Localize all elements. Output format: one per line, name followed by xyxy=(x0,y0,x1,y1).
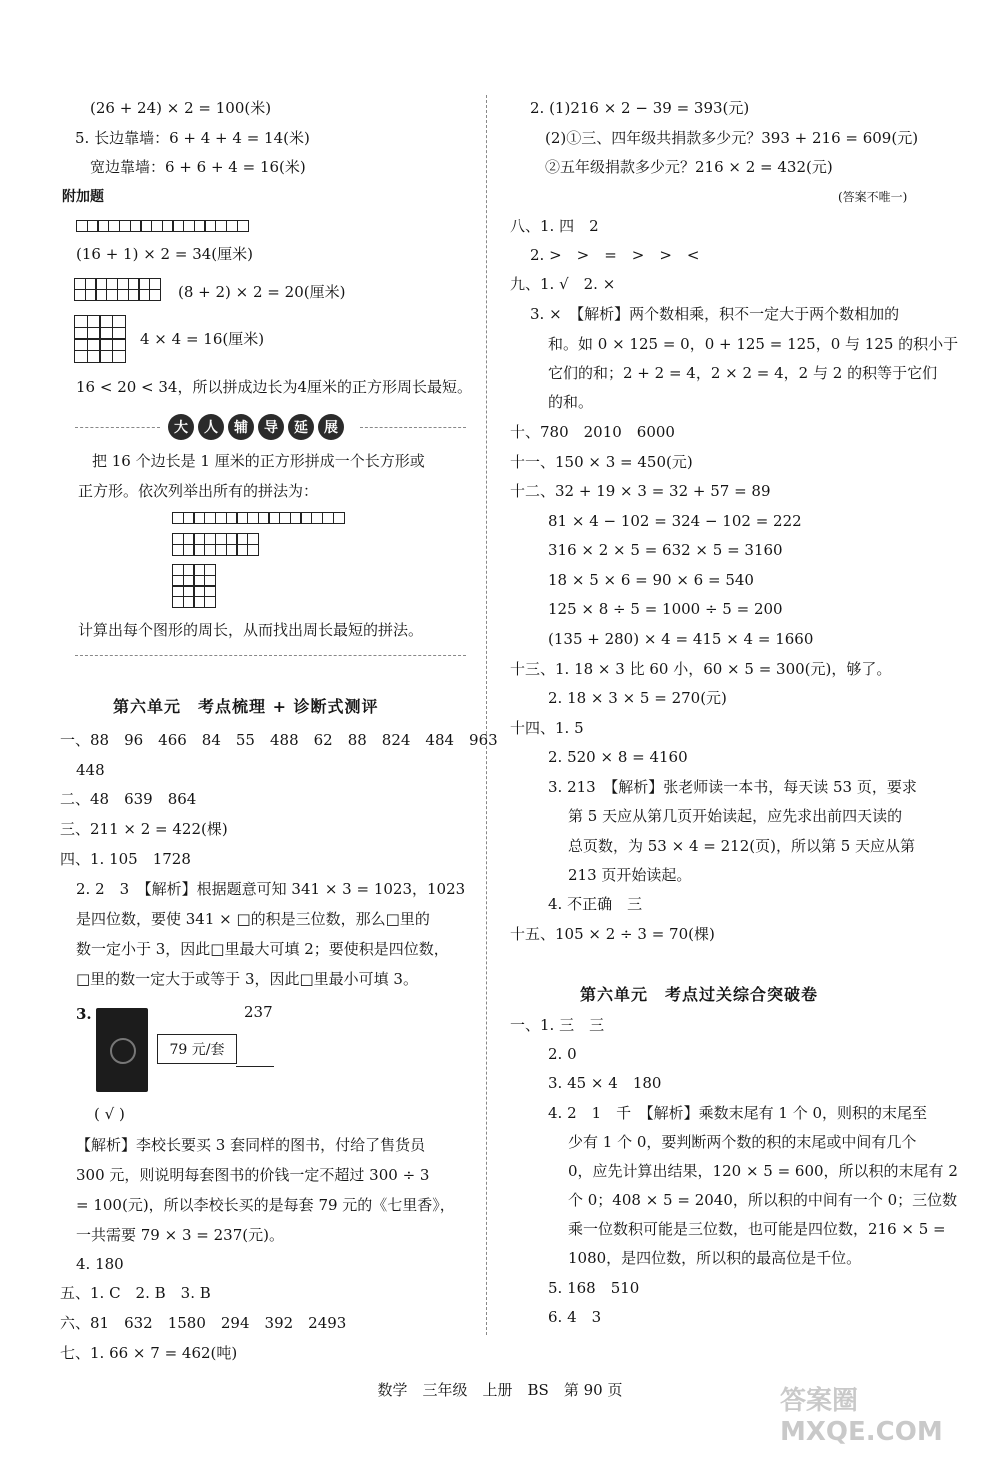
answer-line: 十三、1. 18 × 3 比 60 小，60 × 5 = 300(元)，够了。 xyxy=(510,660,892,678)
answer-line: (135 + 280) × 4 = 415 × 4 = 1660 xyxy=(548,630,814,648)
answer-line: 十、780 2010 6000 xyxy=(510,423,675,441)
banner-char: 导 xyxy=(258,414,284,440)
answer-line: 乘一位数积可能是三位数，也可能是四位数，216 × 5 = xyxy=(568,1220,946,1238)
answer-line: 6. 4 3 xyxy=(548,1308,602,1326)
banner-char: 辅 xyxy=(228,414,254,440)
section-title: 第六单元 考点梳理 + 诊断式测评 xyxy=(113,697,379,716)
answer-line: 3. × 【解析】两个数相乘，积不一定大于两个数相加的 xyxy=(530,305,900,323)
answer-line: 4. 180 xyxy=(76,1255,124,1273)
answer-line: 【解析】李校长要买 3 套同样的图书，付给了售货员 xyxy=(76,1136,426,1154)
answer-line: 一、1. 三 三 xyxy=(510,1016,605,1034)
answer-line: (26 + 24) × 2 = 100(米) xyxy=(90,99,272,117)
answer-line: 4. 不正确 三 xyxy=(548,895,643,913)
banner-char: 延 xyxy=(288,414,314,440)
answer-line: 九、1. √ 2. × xyxy=(510,275,616,293)
answer-line: 4 × 4 = 16(厘米) xyxy=(140,330,265,348)
answer-line: = 100(元)，所以李校长买的是每套 79 元的《七里香》， xyxy=(76,1196,455,1214)
answer-line: (16 + 1) × 2 = 34(厘米) xyxy=(76,245,253,263)
answer-line: 2. (1)216 × 2 − 39 = 393(元) xyxy=(530,99,750,117)
guide-text: 计算出每个图形的周长，从而找出周长最短的拼法。 xyxy=(78,621,424,639)
answer-line: ②五年级捐款多少元？216 × 2 = 432(元) xyxy=(545,158,833,176)
banner-rule-left xyxy=(75,427,160,428)
answer-underline xyxy=(236,1066,274,1067)
grid-figure-1x16 xyxy=(76,220,276,231)
answer-line: 十五、105 × 2 ÷ 3 = 70(棵) xyxy=(510,925,715,943)
guide-grid-4x4 xyxy=(172,564,220,607)
answer-line: 八、1. 四 2 xyxy=(510,217,599,235)
answer-line: 和。如 0 × 125 = 0，0 + 125 = 125，0 与 125 的积小于 xyxy=(548,335,959,353)
answer-line: 4. 2 1 千 【解析】乘数末尾有 1 个 0，则积的末尾至 xyxy=(548,1104,928,1122)
answer-line: 一、88 96 466 84 55 488 62 88 824 484 963 xyxy=(60,731,498,749)
answer-line: 448 xyxy=(76,761,105,779)
answer-line: 十一、150 × 3 = 450(元) xyxy=(510,453,693,471)
answer-line: 六、81 632 1580 294 392 2493 xyxy=(60,1314,347,1332)
answer-line: 十二、32 + 19 × 3 = 32 + 57 = 89 xyxy=(510,482,771,500)
answer-line: 2. 520 × 8 = 4160 xyxy=(548,748,688,766)
answer-line: 一共需要 79 × 3 = 237(元)。 xyxy=(76,1226,284,1244)
book-box-image xyxy=(96,1008,148,1092)
grid-figure-2x8 xyxy=(74,278,169,299)
answer-line: 宽边靠墙：6 + 6 + 4 = 16(米) xyxy=(90,158,306,176)
answer-line: 213 页开始读起。 xyxy=(568,866,692,884)
guide-grid-2x8 xyxy=(172,533,267,554)
answer-line: 总页数，为 53 × 4 = 212(页)，所以第 5 天应从第 xyxy=(568,837,916,855)
banner-rule-right xyxy=(360,427,466,428)
answer-line: 3. 213 【解析】张老师读一本书，每天读 53 页，要求 xyxy=(548,778,917,796)
answer-line: 2. 18 × 3 × 5 = 270(元) xyxy=(548,689,727,707)
answer-line: 个 0；408 × 5 = 2040，所以积的中间有一个 0；三位数 xyxy=(568,1191,958,1209)
answer-line: 16 < 20 < 34，所以拼成边长为4厘米的正方形周长最短。 xyxy=(76,378,473,396)
answer-line: 81 × 4 − 102 = 324 − 102 = 222 xyxy=(548,512,802,530)
grid-figure-4x4 xyxy=(74,315,134,362)
section-title: 第六单元 考点过关综合突破卷 xyxy=(580,985,819,1004)
answer-line: (8 + 2) × 2 = 20(厘米) xyxy=(178,283,346,301)
price-tag: 79 元/套 xyxy=(157,1034,237,1064)
answer-note: (答案不唯一) xyxy=(838,190,908,204)
bonus-heading: 附加题 xyxy=(62,189,104,205)
answer-line: □里的数一定大于或等于 3，因此□里最小可填 3。 xyxy=(76,970,418,988)
answer-line: 它们的和；2 + 2 = 4，2 × 2 = 4，2 与 2 的积等于它们 xyxy=(548,364,938,382)
section-divider xyxy=(75,655,466,656)
answer-line: 5. 长边靠墙：6 + 4 + 4 = 14(米) xyxy=(75,129,310,147)
answer-line: 数一定小于 3，因此□里最大可填 2；要使积是四位数， xyxy=(76,940,449,958)
answer-line: 0，应先计算出结果，120 × 5 = 600，所以积的末尾有 2 xyxy=(568,1162,958,1180)
answer-line: 300 元，则说明每套图书的价钱一定不超过 300 ÷ 3 xyxy=(76,1166,430,1184)
guide-text: 正方形。依次列举出所有的拼法为： xyxy=(78,482,319,500)
answer-line: 少有 1 个 0，要判断两个数的积的末尾或中间有几个 xyxy=(568,1133,917,1151)
guide-text: 把 16 个边长是 1 厘米的正方形拼成一个长方形或 xyxy=(92,452,425,470)
answer-line: 237 xyxy=(244,1003,273,1021)
banner-char: 人 xyxy=(198,414,224,440)
answer-line: 1080，是四位数，所以积的最高位是千位。 xyxy=(568,1249,862,1267)
answer-line: 3. 45 × 4 180 xyxy=(548,1074,662,1092)
answer-line: 3. xyxy=(76,1005,92,1023)
answer-line: 2. 2 3 【解析】根据题意可知 341 × 3 = 1023，1023 xyxy=(76,880,466,898)
answer-line: 七、1. 66 × 7 = 462(吨) xyxy=(60,1344,238,1362)
answer-mark: ( √ ) xyxy=(94,1105,125,1123)
answer-line: 316 × 2 × 5 = 632 × 5 = 3160 xyxy=(548,541,783,559)
column-divider xyxy=(486,95,487,1335)
answer-line: 125 × 8 ÷ 5 = 1000 ÷ 5 = 200 xyxy=(548,600,783,618)
banner-char: 大 xyxy=(168,414,194,440)
watermark: 答案圈 MXQE.COM xyxy=(780,1386,943,1447)
answer-line: 二、48 639 864 xyxy=(60,790,197,808)
answer-line: 18 × 5 × 6 = 90 × 6 = 540 xyxy=(548,571,754,589)
answer-line: 四、1. 105 1728 xyxy=(60,850,191,868)
answer-line: 五、1. C 2. B 3. B xyxy=(60,1284,211,1302)
answer-line: 第 5 天应从第几页开始读起，应先求出前四天读的 xyxy=(568,807,903,825)
answer-line: 2. 0 xyxy=(548,1045,577,1063)
guidance-banner xyxy=(168,414,344,440)
answer-line: 十四、1. 5 xyxy=(510,719,584,737)
answer-line: 是四位数，要使 341 × □的积是三位数，那么□里的 xyxy=(76,910,430,928)
answer-line: 2. > > = > > < xyxy=(530,246,700,264)
guide-grid-1x16 xyxy=(172,512,372,523)
answer-line: (2)①三、四年级共捐款多少元？393 + 216 = 609(元) xyxy=(545,129,919,147)
answer-line: 的和。 xyxy=(548,393,594,411)
page-footer: 数学 三年级 上册 BS 第 90 页 xyxy=(377,1381,623,1399)
answer-line: 5. 168 510 xyxy=(548,1279,640,1297)
answer-line: 三、211 × 2 = 422(棵) xyxy=(60,820,228,838)
banner-char: 展 xyxy=(318,414,344,440)
